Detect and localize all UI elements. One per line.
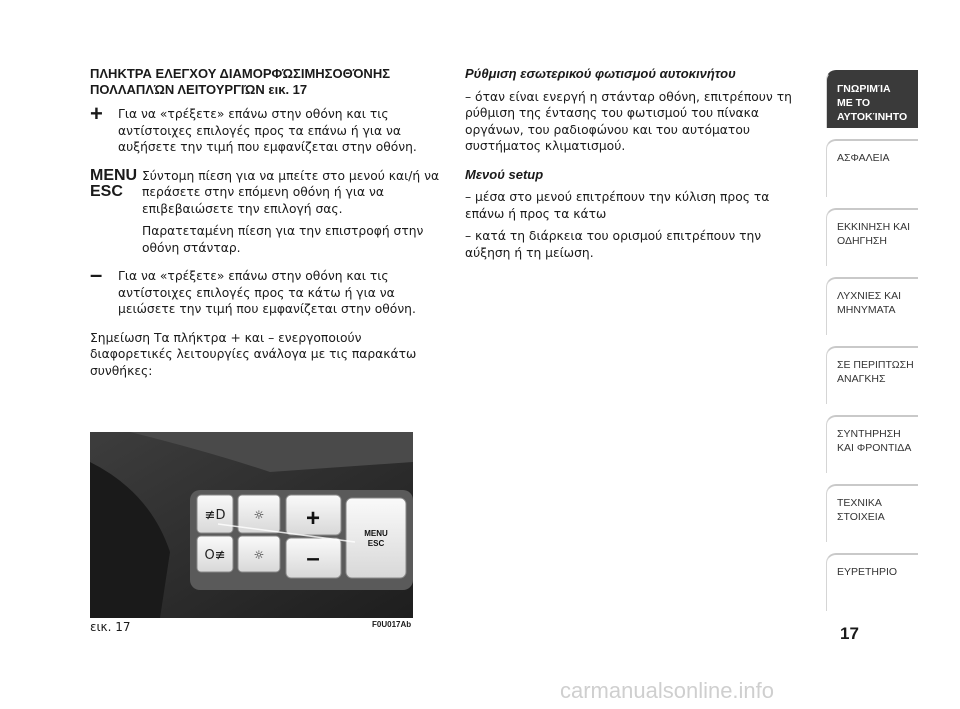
minus-description: Για να «τρέξετε» επάνω στην οθόνη και τις αντίστοιχες επιλογές προς τα κάτω ή για να μειώσετε την τιμή που εμφανίζεται στην οθόνη. [118, 269, 416, 316]
tab-safety[interactable] [826, 139, 918, 197]
tab-label-line: ΑΥΤΟΚΊΝΗΤΟ [837, 111, 908, 123]
tab-label-line: ΑΣΦΑΛΕΙΑ [837, 152, 890, 164]
setup-scroll-paragraph: – μέσα στο μενού επιτρέπουν την κύλιση προς τα επάνω ή προς τα κάτω [465, 190, 770, 221]
minus-key-label: – [90, 262, 103, 287]
figure-caption: εικ. 17 [90, 620, 131, 634]
tab-starting-driving[interactable] [826, 208, 918, 266]
menu-entry [90, 168, 440, 263]
tab-label-line: ΑΝΑΓΚΗΣ [837, 373, 886, 385]
page-number: 17 [840, 624, 859, 643]
figure-code: F0U017Ab [372, 620, 412, 629]
menu-short-press-description: Σύντομη πίεση για να μπείτε στο μενού και/ή να περάσετε στην επόμενη οθόνη ή για να επιβεβαιώσετε την επιλογή σας. [142, 168, 440, 216]
minus-entry [90, 262, 440, 324]
menu-key-label-line-1: MENU [90, 166, 138, 184]
control-panel-figure [90, 432, 413, 618]
tab-maintenance[interactable] [826, 415, 918, 473]
menu-key-label-line-2: ESC [90, 182, 123, 200]
tab-index[interactable] [826, 553, 918, 611]
tab-label-line: ΣΥΝΤΗΡΗΣΗ [837, 428, 901, 440]
menu-button-label-line-2: ESC [367, 539, 385, 548]
tab-label-line: ΜΕ ΤΟ [837, 97, 871, 109]
rear-fog-icon: O≢ [204, 548, 226, 563]
minus-button-label: – [306, 545, 320, 572]
tab-warning-lights[interactable] [826, 277, 918, 335]
tab-label-line: ΟΔΗΓΗΣΗ [837, 235, 887, 247]
watermark-text: carmanualsonline.info [560, 678, 775, 703]
tab-label-line: ΕΚΚΙΝΗΣΗ ΚΑΙ [837, 221, 911, 233]
section-heading-line-2: ΠΟΛΛΑΠΛΏΝ ΛΕΙΤΟΥΡΓΙΏΝ εικ. 17 [90, 82, 308, 97]
setup-adjust-paragraph: – κατά τη διάρκεια του ορισμού επιτρέπουν την αύξηση ή τη μείωση. [465, 229, 762, 260]
plus-key-label: + [90, 101, 103, 126]
chapter-tabs [826, 70, 918, 622]
tab-label-line: ΜΗΝΥΜΑΤΑ [837, 304, 896, 316]
tab-label-line: ΣΤΟΙΧΕΙΑ [837, 511, 885, 523]
plus-entry [90, 101, 440, 162]
tab-technical-data[interactable] [826, 484, 918, 542]
setup-menu-heading: Μενού setup [465, 166, 544, 182]
interior-lighting-paragraph: – όταν είναι ενεργή η στάνταρ οθόνη, επιτρέπουν τη ρύθμιση της έντασης του φωτισμού του πίνακα οργάνων, του ραδιοφώνου και του αυτόματου συστήματος κλιματισμού. [465, 89, 792, 153]
tab-label-line: ΛΥΧΝΙΕΣ ΚΑΙ [837, 290, 902, 302]
menu-esc-button[interactable] [346, 498, 406, 578]
section-heading-line-1: ΠΛΗΚΤΡΑ ΕΛΕΓΧΟΥ ΔΙΑΜΟΡΦΏΣΙΜΗΣΟΘΌΝΗΣ [90, 66, 391, 81]
tab-label-line: ΣΕ ΠΕΡΙΠΤΩΣΗ [837, 359, 914, 371]
plus-button-label: + [305, 505, 321, 532]
right-column [465, 66, 810, 267]
tab-emergency[interactable] [826, 346, 918, 404]
tab-label-line: ΕΥΡΕΤΗΡΙΟ [837, 566, 898, 578]
tab-label-line: ΚΑΙ ΦΡΟΝΤΙΔΑ [837, 442, 912, 454]
light-icon-2: ☼ [253, 548, 265, 562]
plus-description: Για να «τρέξετε» επάνω στην οθόνη και τις αντίστοιχες επιλογές προς τα επάνω ή για να αυξήσετε την τιμή που εμφανίζεται στην οθόνη. [118, 107, 417, 154]
tab-getting-to-know[interactable] [826, 70, 918, 128]
menu-key-label [90, 168, 142, 263]
control-panel-illustration [90, 432, 413, 618]
front-fog-icon: ≢D [204, 508, 226, 523]
menu-long-press-description: Παρατεταμένη πίεση για την επιστροφή στην οθόνη στάνταρ. [142, 224, 424, 255]
light-icon-1: ☼ [253, 508, 265, 522]
interior-lighting-heading: Ρύθμιση εσωτερικού φωτισμού αυτοκινήτου [465, 66, 736, 81]
note-paragraph: Σημείωση Τα πλήκτρα + και – ενεργοποιούν διαφορετικές λειτουργίες ανάλογα με τις παρακάτω συνθήκες: [90, 330, 417, 378]
section-heading [90, 66, 440, 98]
left-column [90, 66, 440, 385]
tab-label-line: ΓΝΩΡΙΜΊΑ [837, 83, 891, 95]
tab-label-line: ΤΕΧΝΙΚΑ [837, 497, 882, 509]
menu-button-label-line-1: MENU [364, 529, 388, 538]
